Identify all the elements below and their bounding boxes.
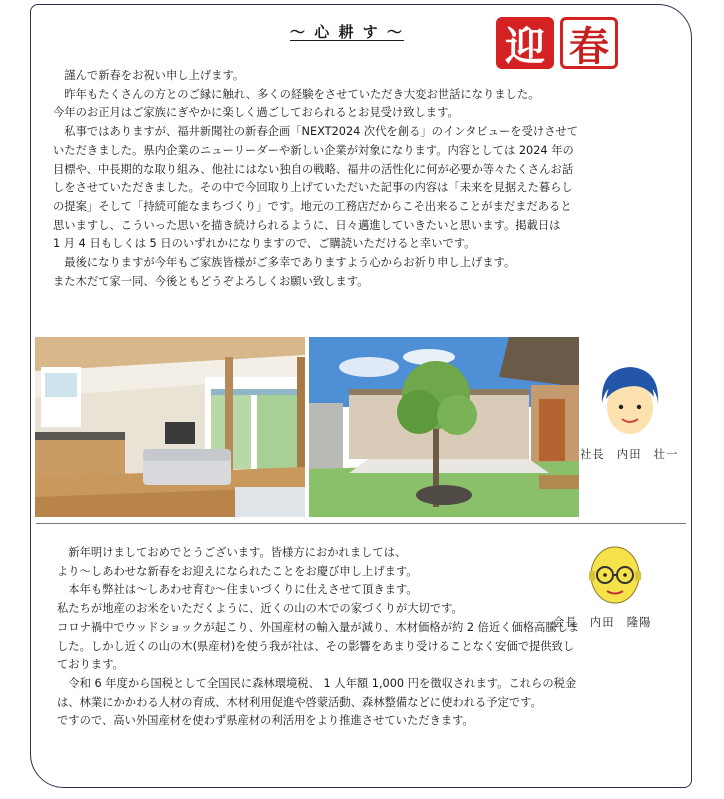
geishun-seal-icon-right: 春 — [560, 17, 618, 69]
message-line: 私事ではありますが、福井新聞社の新春企画「NEXT2024 次代を創る」のインタビューを受けさせて — [53, 125, 579, 139]
message-line: 令和 6 年度から国税として全国民に森林環境税、 1 人年額 1,000 円を徴収されます。これらの税金 — [57, 676, 577, 690]
message-line: は、林業にかかわる人材の育成、木材利用促進や啓蒙活動、森林整備などに使われる予定です。 — [57, 695, 542, 709]
exterior-photo — [309, 337, 579, 517]
message-line: また木だて家一同、今後ともどうぞよろしくお願い致します。 — [53, 274, 369, 288]
interior-photo — [35, 337, 305, 517]
message-line: の提案」そして「持続可能なまちづくり」です。地元の工務店だからこそ出来ることがまだまだあると — [53, 199, 572, 213]
chairman-signature: 会長 内田 隆陽 — [553, 616, 652, 629]
message-line: 謹んで新春をお祝い申し上げます。 — [53, 69, 245, 82]
message-line: 昨年もたくさんの方とのご縁に触れ、多くの経験をさせていただき大変お世話になりました。 — [53, 87, 540, 101]
page-title: ～ 心 耕 す ～ — [290, 23, 404, 41]
president-signature: 社長 内田 壮一 — [580, 448, 679, 461]
message-line: 最後になりますが今年もご家族皆様がご多幸でありますよう心からお祈り申し上げます。 — [53, 256, 516, 270]
message-line: した。しかし近くの山の木(県産材)を使う我が社は、その影響をあまり受けることなく安価で提供致し — [57, 639, 575, 653]
message-line: 新年明けましておめでとうございます。皆様方におかれましては、 — [57, 546, 407, 559]
message-line: 本年も弊社は～しあわせ育む～住まいづくりに仕えさせて頂きます。 — [57, 583, 418, 597]
message-line: 目標や、中長期的な取り組み、他社にはない独自の戦略、福井の活性化に何が必要か等々たくさんお話 — [53, 162, 574, 176]
message-line: 私たちが地産のお米をいただくように、近くの山の木での家づくりが大切です。 — [57, 602, 463, 616]
message-line: より～しあわせな新春をお迎えになられたことをお慶び申し上げます。 — [57, 564, 418, 578]
chairman-message — [57, 544, 579, 731]
president-avatar-icon — [596, 363, 664, 441]
message-line: しをさせていただきました。その中で今回取り上げていただいた記事の内容は「未来を見据えた暮らし — [53, 181, 573, 195]
message-line: ですので、高い外国産材を使わず県産材の利活用をより推進させていただきます。 — [57, 714, 474, 728]
section-divider — [36, 523, 686, 524]
message-line: 1 月 4 日もしくは 5 日のいずれかになりますので、ご購読いただけると幸いです。 — [53, 237, 476, 251]
message-line: いただきました。県内企業のニューリーダーや新しい企業が対象になります。内容としては 2024 年の — [53, 143, 574, 157]
message-line: 思いますし、こういった思いを描き続けられるように、日々邁進していきたいと思います。掲載日は — [53, 218, 561, 232]
message-line: コロナ禍中でウッドショックが起こり、外国産材の輸入量が減り、木材価格が約 2 倍近く価格高騰しま — [57, 620, 580, 634]
geishun-seal-icon-left: 迎 — [496, 17, 554, 69]
message-line: ております。 — [57, 658, 124, 672]
message-line: 今年のお正月はご家族にぎやかに楽しく過ごしておられるとお見受け致します。 — [53, 106, 459, 120]
chairman-avatar-icon — [581, 537, 649, 609]
president-message — [53, 67, 578, 291]
